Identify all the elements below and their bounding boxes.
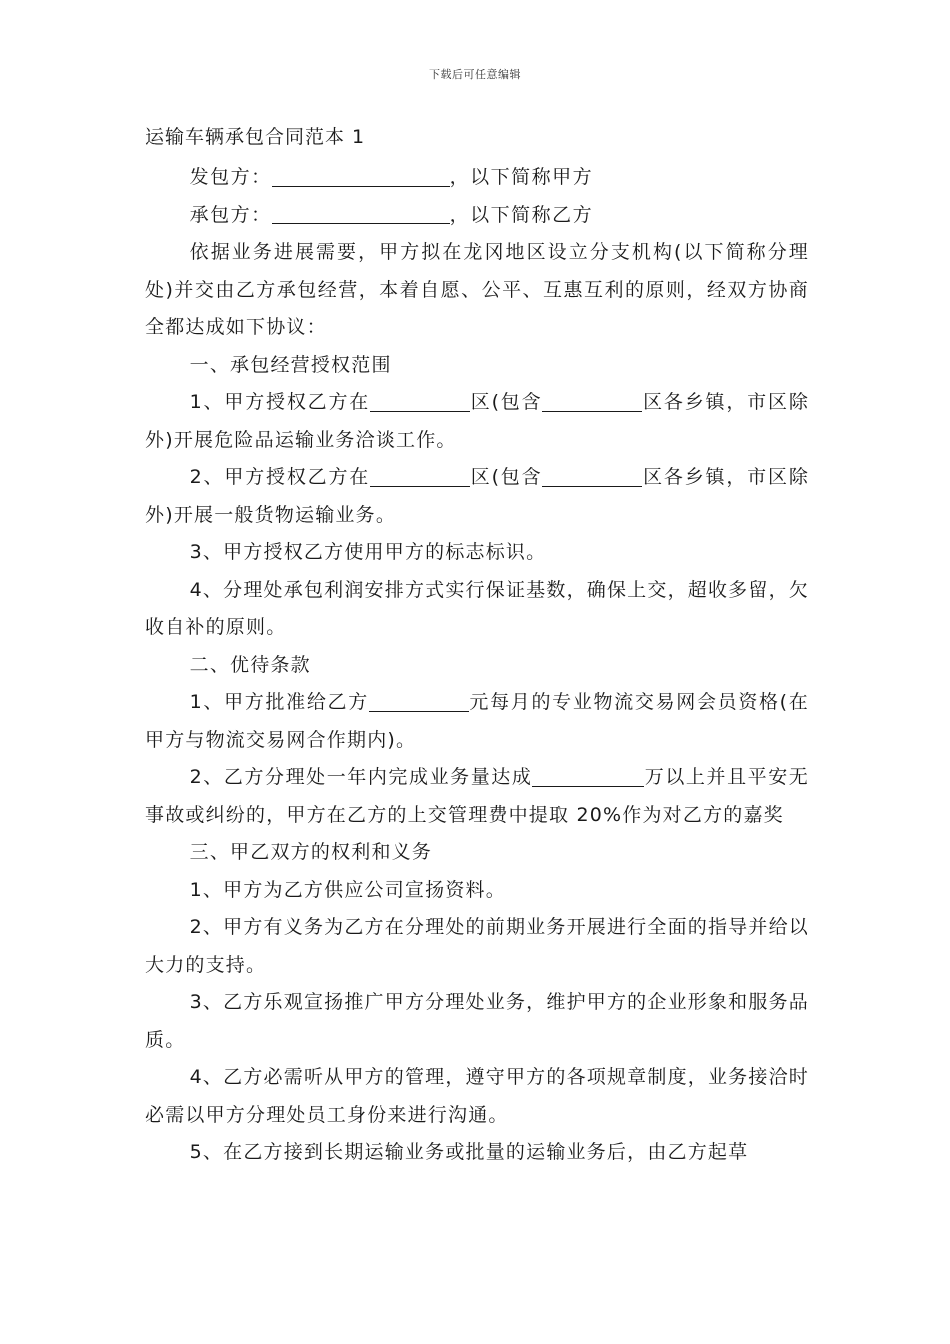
section1-item3: 3、甲方授权乙方使用甲方的标志标识。: [189, 541, 547, 563]
section3-item4: 4、乙方必需听从甲方的管理，遵守甲方的各项规章制度，业务接洽时必需以甲方分理处员工身份来进行沟通。: [145, 1066, 809, 1126]
section3-heading: 三、甲乙双方的权利和义务: [189, 841, 433, 863]
intro-paragraph: 依据业务进展需要，甲方拟在龙冈地区设立分支机构(以下简称分理处)并交由乙方承包经营，本着自愿、公平、互惠互利的原则，经双方协商全都达成如下协议：: [145, 241, 809, 338]
party-a-label: 发包方：: [189, 166, 272, 188]
s1-item2-part-c: 区各乡镇，市区除外)开展一般货物运输业务。: [145, 466, 810, 526]
section1-item2: [145, 459, 809, 534]
s1-item1-blank-2: [542, 390, 642, 412]
s1-item1-part-a: 1、甲方授权乙方在: [189, 391, 371, 413]
s2-item2-part-a: 2、乙方分理处一年内完成业务量达成: [189, 766, 533, 788]
s1-item2-blank-2: [542, 465, 642, 487]
section1-item4: 4、分理处承包利润安排方式实行保证基数，确保上交，超收多留，欠收自补的原则。: [145, 578, 809, 638]
party-b-suffix: ，以下简称乙方: [449, 203, 594, 226]
document-title: 运输车辆承包合同范本 1: [145, 126, 366, 148]
s1-item1-part-b: 区(包含: [470, 391, 543, 413]
s2-item1-blank: [369, 690, 469, 712]
section3-item5: 5、在乙方接到长期运输业务或批量的运输业务后，由乙方起草: [189, 1141, 749, 1163]
s1-item2-part-b: 区(包含: [470, 466, 543, 488]
party-a-blank: [272, 165, 450, 187]
party-b-label: 承包方：: [189, 203, 272, 226]
section2-item1: [145, 684, 809, 759]
s1-item1-part-c: 区各乡镇，市区除外)开展危险品运输业务洽谈工作。: [145, 391, 810, 451]
party-a-suffix: ，以下简称甲方: [449, 166, 594, 188]
section3-item2: 2、甲方有义务为乙方在分理处的前期业务开展进行全面的指导并给以大力的支持。: [145, 916, 809, 976]
s1-item2-blank-1: [370, 465, 470, 487]
page-header: 下载后可任意编辑: [429, 68, 521, 81]
s1-item1-blank-1: [370, 390, 470, 412]
s2-item1-part-a: 1、甲方批准给乙方: [189, 691, 369, 713]
s2-item2-blank: [532, 765, 644, 787]
party-b-blank: [272, 202, 450, 224]
s2-item2-part-b: 万以上并且平安无事故或纠纷的，甲方在乙方的上交管理费中提取 20%作为对乙方的嘉奖: [145, 766, 809, 826]
party-a-line: [145, 159, 809, 197]
section1-heading: 一、承包经营授权范围: [189, 353, 392, 376]
section3-item1: 1、甲方为乙方供应公司宣扬资料。: [189, 878, 506, 901]
document-body: [145, 122, 809, 1172]
s2-item1-part-b: 元每月的专业物流交易网会员资格(在甲方与物流交易网合作期内)。: [145, 691, 809, 751]
section3-item3: 3、乙方乐观宣扬推广甲方分理处业务，维护甲方的企业形象和服务品质。: [145, 991, 809, 1051]
section1-item1: [145, 384, 809, 459]
party-b-line: [145, 197, 809, 235]
section2-item2: [145, 759, 809, 834]
s1-item2-part-a: 2、甲方授权乙方在: [189, 466, 371, 488]
section2-heading: 二、优待条款: [189, 653, 311, 676]
